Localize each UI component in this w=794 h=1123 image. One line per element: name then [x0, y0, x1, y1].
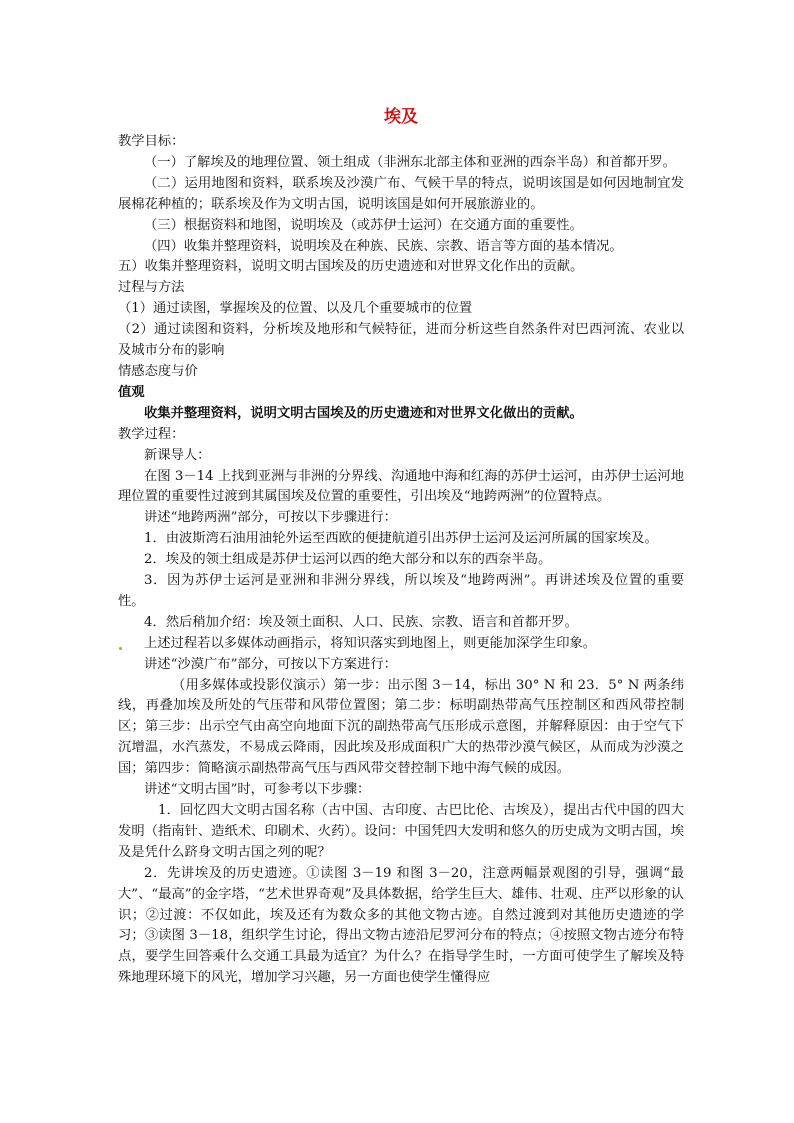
- step-heading-desert: 讲述“沙漠广布”部分，可按以下方案进行：: [144, 656, 397, 672]
- method-2: （2）通过读图和资料，分析埃及地形和气候特征，进而分析这些自然条件对巴西河流、农业以及城市分布的影响: [118, 322, 684, 359]
- section-heading-process: 教学过程：: [118, 426, 185, 442]
- section-heading-values: 值观: [118, 384, 145, 400]
- section-heading-methods: 过程与方法: [118, 280, 185, 296]
- civilization-step-1: 1．回忆四大文明古国名称（古中国、古印度、古巴比伦、古埃及），提出古代中国的四大发明（指南针、造纸术、印刷术、火药）。设问：中国凭四大发明和悠久的历史成为文明古国，埃及是凭什么跻身文明古国之列的呢？: [118, 803, 684, 860]
- objective-5: 五）收集并整理资料，说明文明古国埃及的历史遗迹和对世界文化作出的贡献。: [118, 259, 584, 275]
- objective-2: （二）运用地图和资料，联系埃及沙漠广布、气候干旱的特点，说明该国是如何因地制宜发展棉花种植的；联系埃及作为文明古国，说明该国是如何开展旅游业的。: [118, 175, 684, 212]
- values-statement: 收集并整理资料，说明文明古国埃及的历史遗迹和对世界文化做出的贡献。: [144, 405, 583, 421]
- desert-demonstration: （用多媒体或投影仪演示）第一步：出示图 3－14，标出 30° N 和 23．5° N 两条纬线，再叠加埃及所处的气压带和风带位置图；第二步：标明副热带高气压控制区和西风带控制区；第三步：出示空气由高空向地面下沉的副热带高气压形成示意图，并解释原因：由于空气下沉增温，水汽蒸发，不易成云降雨，因此埃及形成面积广大的热带沙漠气候区，从而成为沙漠之国；第四步：简略演示副热带高气压与西风带交替控制下地中海气候的成因。: [118, 677, 684, 777]
- section-heading-attitude: 情感态度与价: [118, 363, 198, 379]
- step-2: 2．埃及的领土组成是苏伊士运河以西的绝大部分和以东的西奈半岛。: [144, 552, 552, 568]
- step-3: 3．因为苏伊士运河是亚洲和非洲分界线，所以埃及“地跨两洲”。再讲述埃及位置的重要性。: [118, 573, 684, 609]
- document-body: [118, 106, 684, 989]
- step-1: 1．由波斯湾石油用油轮外运至西欧的便捷航道引出苏伊士运河及运河所属的国家埃及。: [144, 531, 658, 547]
- objective-1: （一）了解埃及的地理位置、领土组成（非洲东北部主体和亚洲的西奈半岛）和首都开罗。: [144, 154, 676, 170]
- intro-heading: 新课导人：: [144, 447, 211, 463]
- section-heading-objectives: 教学目标：: [118, 134, 185, 149]
- objective-4: （四）收集并整理资料，说明埃及在种族、民族、宗教、语言等方面的基本情况。: [144, 238, 623, 254]
- step-heading-two-continents: 讲述“地跨两洲”部分，可按以下步骤进行：: [144, 510, 397, 526]
- civilization-step-2: 2．先讲埃及的历史遗迹。①读图 3－19 和图 3－20，注意两幅景观图的引导，强调“最大”、“最高”的金字塔，“艺术世界奇观”及具体数据，给学生巨大、雄伟、壮观、庄严以形象的认识；②过渡：不仅如此，埃及还有为数众多的其他文物古迹。自然过渡到对其他历史遗迹的学习；③读图 3－18，组织学生讨论，得出文物古迹沿尼罗河分布的特点；④按照文物古迹分布特点，要学生回答乘什么交通工具最为适宜？为什么？在指导学生时，一方面可使学生了解埃及特殊地理环境下的风光，增加学习兴趣，另一方面也使学生懂得应: [118, 865, 684, 986]
- step-4: 4．然后稍加介绍：埃及领土面积、人口、民族、宗教、语言和首都开罗。: [144, 614, 578, 630]
- document-title: 埃及: [384, 107, 418, 127]
- step-heading-civilization: 讲述“文明古国”时，可参考以下步骤：: [144, 782, 371, 798]
- intro-paragraph: 在图 3－14 上找到亚洲与非洲的分界线、沟通地中海和红海的苏伊士运河，由苏伊士运河地理位置的重要性过渡到其属国埃及位置的重要性，引出埃及“地跨两洲”的位置特点。: [118, 468, 684, 505]
- method-1: （1）通过读图，掌握埃及的位置、以及几个重要城市的位置: [118, 301, 473, 317]
- multimedia-note: 上述过程若以多媒体动画指示，将知识落实到地图上，则更能加深学生印象。: [144, 635, 597, 651]
- objective-3: （三）根据资料和地图，说明埃及（或苏伊士运河）在交通方面的重要性。: [144, 217, 583, 233]
